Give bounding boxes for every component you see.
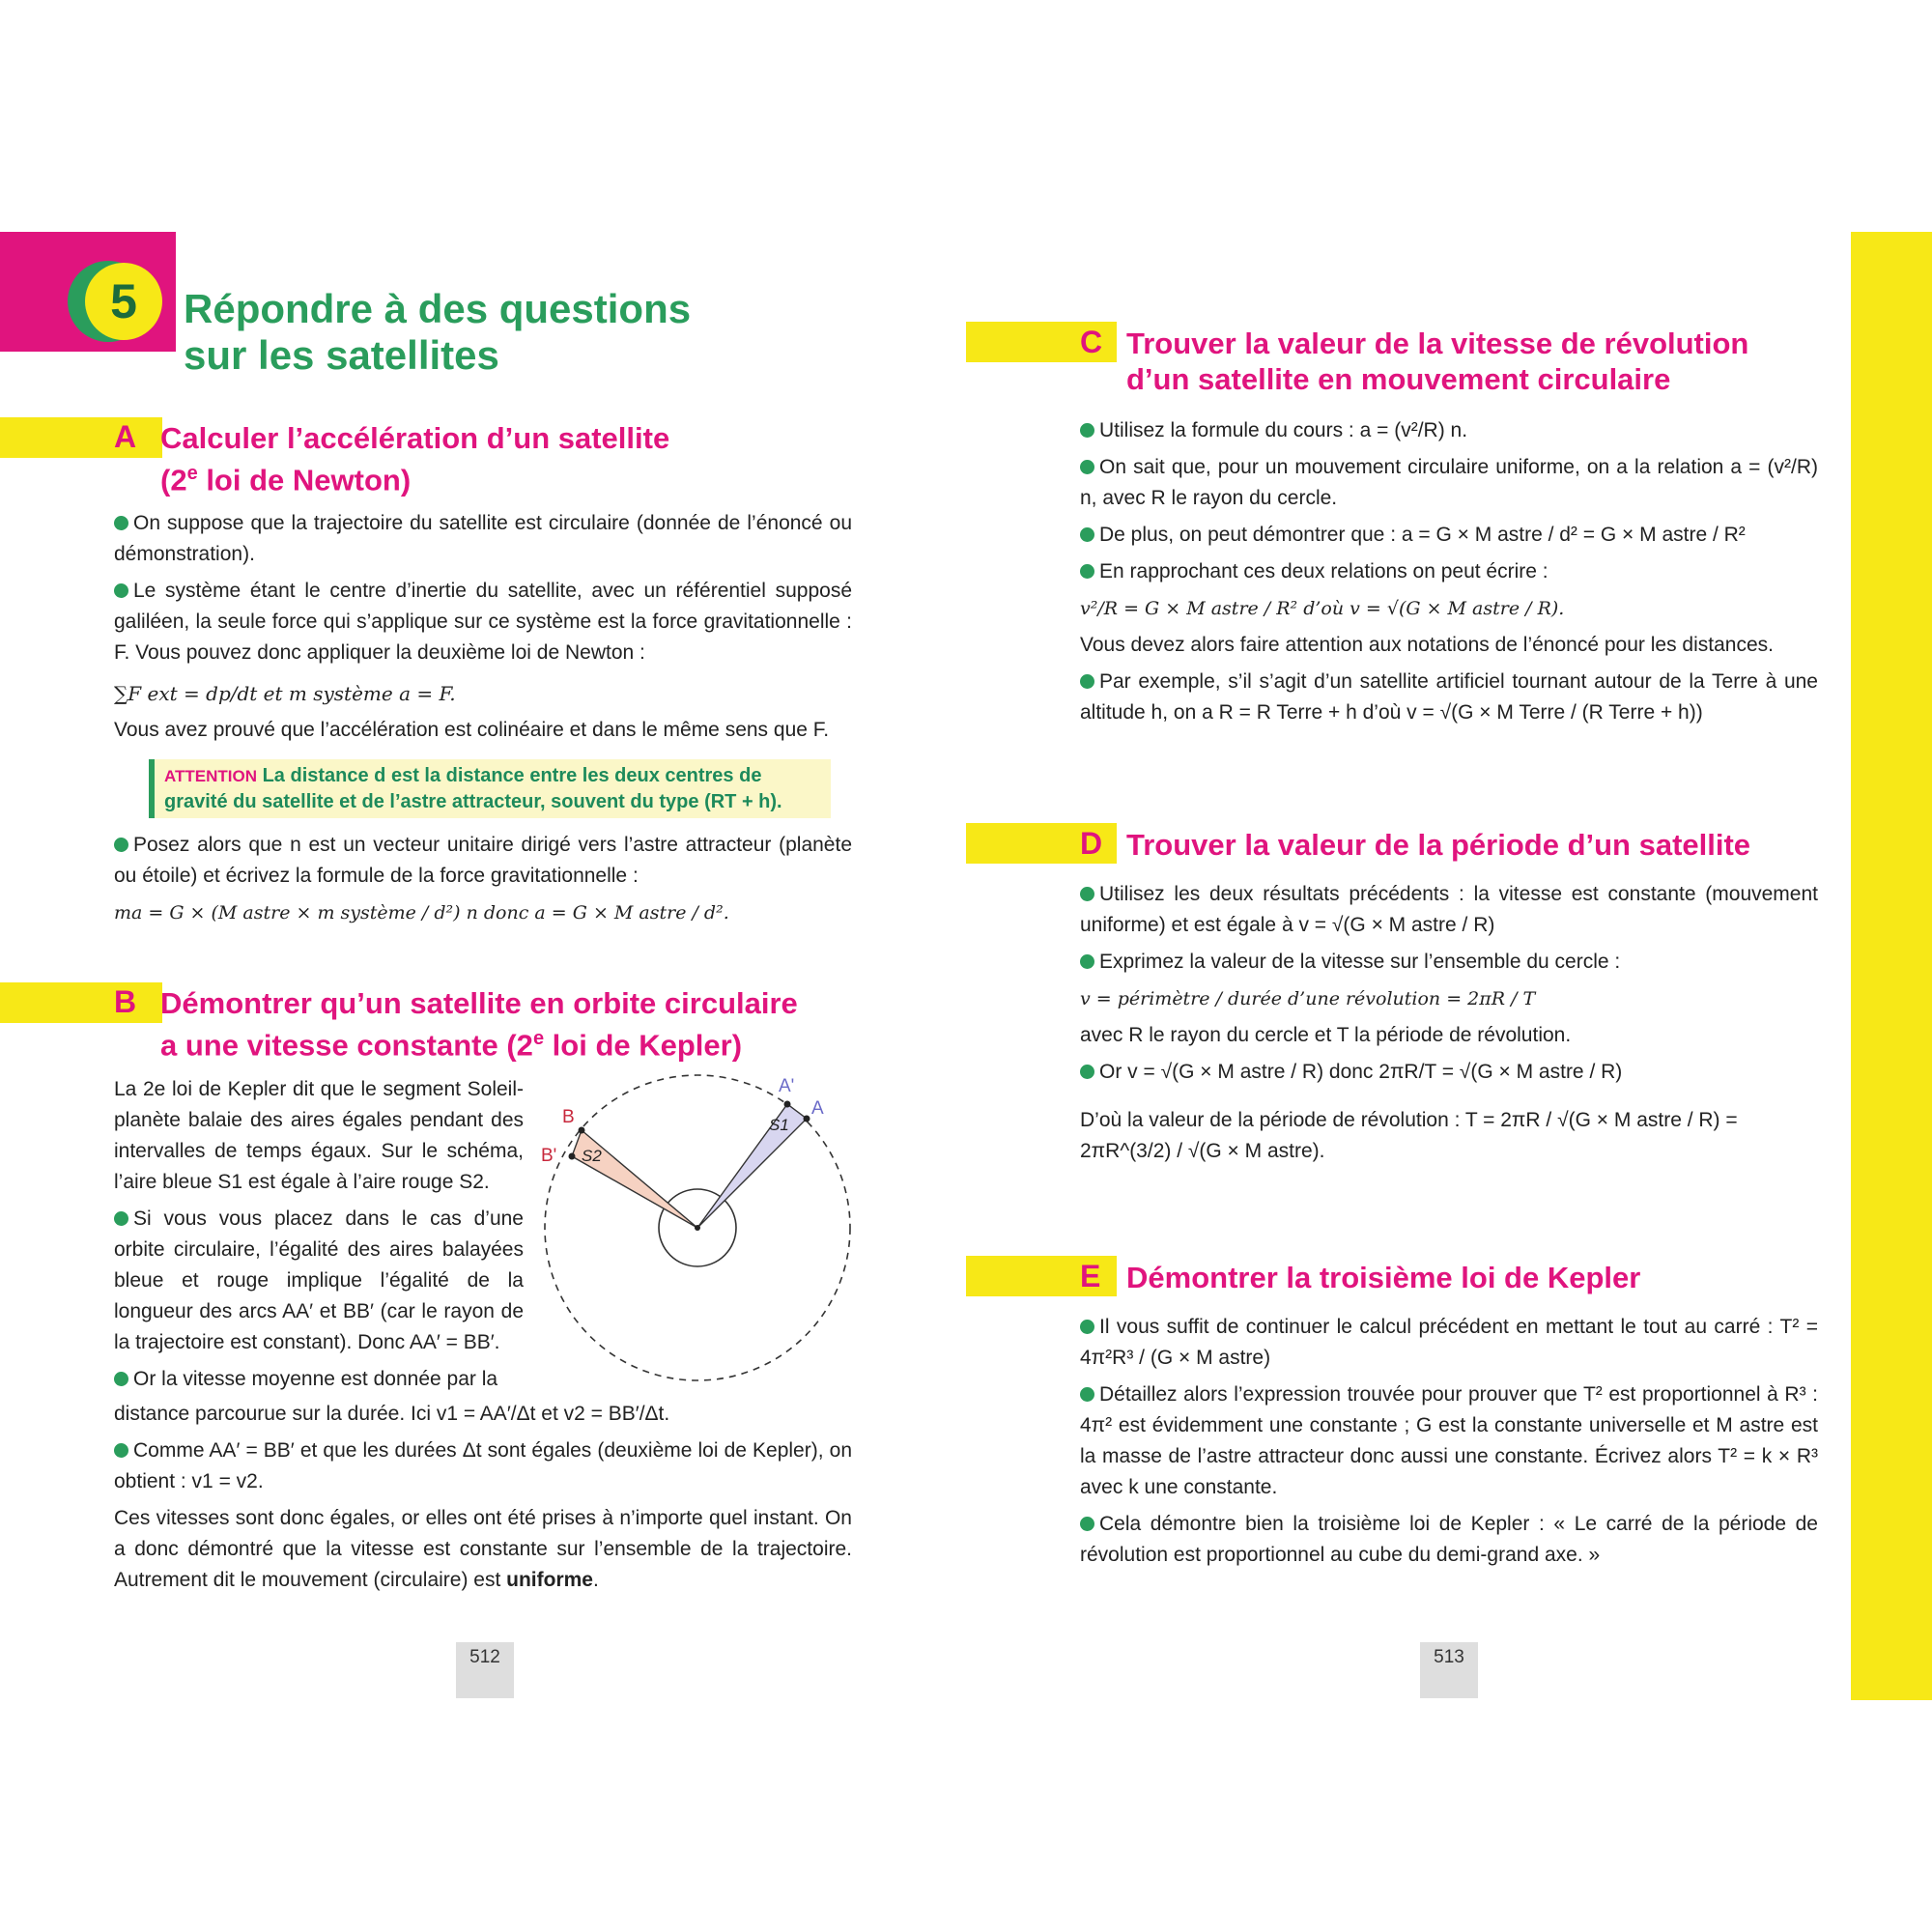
section-b-p2: Si vous vous placez dans le cas d’une orbite circulaire, l’égalité des aires balayées bleue et rouge implique l’égalité de la longueur des arcs AA′ et BB′ (car le rayon de la trajectoire est constant). Donc AA′ = BB′. (114, 1208, 524, 1353)
section-d-p4: Or v = √(G × M astre / R) donc 2πR/T = √(G × M astre / R) (1080, 1057, 1818, 1088)
section-a-p1: On suppose que la trajectoire du satellite est circulaire (donnée de l’énoncé ou démonstration). (114, 512, 852, 565)
section-a-title-line1: Calculer l’accélération d’un satellite (160, 421, 670, 455)
section-b-body-left (114, 1074, 524, 1401)
section-b-p3a: Or la vitesse moyenne est donnée par la (114, 1364, 524, 1395)
attention-note (149, 759, 831, 818)
point-b-prime (569, 1153, 576, 1160)
section-b-title-line1: Démontrer qu’un satellite en orbite circulaire (160, 986, 798, 1020)
label-s2: S2 (582, 1147, 602, 1165)
section-a-body (114, 508, 852, 934)
section-e-title: Démontrer la troisième loi de Kepler (1126, 1261, 1641, 1294)
bullet-dot (1080, 423, 1094, 438)
section-c-p5: Vous devez alors faire attention aux notations de l’énoncé pour les distances. (1080, 634, 1774, 656)
section-d-title: Trouver la valeur de la période d’un satellite (1126, 828, 1751, 862)
uniforme-bold: uniforme (506, 1569, 593, 1591)
point-a-prime (784, 1101, 791, 1108)
bullet-dot (1080, 674, 1094, 689)
section-c-p2: On sait que, pour un mouvement circulaire uniforme, on a la relation a = (v²/R) n, avec R le rayon du cercle. (1080, 456, 1818, 509)
section-a-eq2: ma = G × (M astre × m système / d²) n donc a = G × M astre / d². (114, 902, 729, 923)
bullet-dot (1080, 1387, 1094, 1402)
section-a-title-line2: (2e loi de Newton) (160, 463, 412, 497)
bullet-dot (1080, 527, 1094, 542)
section-c-p1: Utilisez la formule du cours : a = (v²/R) n. (1080, 415, 1818, 446)
section-e-p2: Détaillez alors l’expression trouvée pour prouver que T² est proportionnel à R³ : 4π² est évidemment une constante ; G est la constante universelle et M astre est la masse de l’astre attracteur donc aussi une constante. Écrivez alors T² = k × R³ avec k une constante. (1080, 1383, 1818, 1498)
bullet-dot (1080, 954, 1094, 969)
bullet-dot (114, 1443, 128, 1458)
section-a-p3: Vous avez prouvé que l’accélération est colinéaire et dans le même sens que F. (114, 719, 830, 741)
section-d-eq1: v = périmètre / durée d’une révolution = 2πR / T (1080, 988, 1536, 1009)
section-d-letter: D (1080, 826, 1103, 861)
section-d-p5: D’où la valeur de la période de révolution : T = 2πR / √(G × M astre / R) = 2πR^(3/2) / √(G × M astre). (1080, 1109, 1738, 1162)
section-c-letter: C (1080, 325, 1103, 359)
section-e-body (1080, 1312, 1818, 1577)
bullet-dot (114, 838, 128, 852)
section-b-letter: B (114, 984, 137, 1019)
section-c-title-line2: d’un satellite en mouvement circulaire (1126, 362, 1671, 396)
section-b-p1: La 2e loi de Kepler dit que le segment Soleil-planète balaie des aires égales pendant des intervalles de temps égaux. Sur le schéma, l’aire bleue S1 est égale à l’aire rouge S2. (114, 1078, 524, 1193)
area-s1-blue (697, 1104, 807, 1228)
bullet-dot (1080, 1065, 1094, 1079)
label-s1: S1 (769, 1116, 789, 1134)
chapter-title-line1: Répondre à des questions (184, 286, 692, 331)
kepler-diagram (533, 1070, 862, 1399)
attention-text: La distance d est la distance entre les deux centres de gravité du satellite et de l’astre attracteur, souvent du type (RT + h). (164, 765, 782, 812)
section-c-title (1126, 326, 1748, 397)
point-a (804, 1116, 810, 1122)
section-d-p2: Exprimez la valeur de la vitesse sur l’ensemble du cercle : (1080, 947, 1818, 978)
section-c-p6: Par exemple, s’il s’agit d’un satellite artificiel tournant autour de la Terre à une altitude h, on a R = R Terre + h d’où v = √(G × M Terre / (R Terre + h)) (1080, 670, 1818, 724)
bullet-dot (1080, 1517, 1094, 1531)
bullet-dot (1080, 564, 1094, 579)
label-b: B (562, 1107, 575, 1127)
section-b-p4: Comme AA′ = BB′ et que les durées Δt sont égales (deuxième loi de Kepler), on obtient : v1 = v2. (114, 1439, 852, 1492)
section-c-body (1080, 415, 1818, 734)
section-a-bar (0, 417, 162, 458)
section-e-p1: Il vous suffit de continuer le calcul précédent en mettant le tout au carré : T² = 4π²R³ / (G × M astre) (1080, 1316, 1818, 1369)
point-b (579, 1127, 585, 1134)
bullet-dot (1080, 1320, 1094, 1334)
label-a-prime: A' (779, 1076, 795, 1096)
chapter-badge (68, 261, 174, 357)
section-a-p4: Posez alors que n est un vecteur unitaire dirigé vers l’astre attracteur (planète ou étoile) et écrivez la formule de la force gravitationnelle : (114, 834, 852, 887)
right-yellow-margin (1851, 232, 1932, 1700)
attention-label: ATTENTION (164, 767, 258, 785)
section-d-p3: avec R le rayon du cercle et T la période de révolution. (1080, 1024, 1572, 1046)
chapter-title (184, 286, 691, 379)
section-b-title-line2: a une vitesse constante (2e loi de Kepler) (160, 1028, 743, 1063)
bullet-dot (1080, 460, 1094, 474)
section-b-p5: Ces vitesses sont donc égales, or elles ont été prises à n’importe quel instant. On a donc démontré que la vitesse est constante sur l’ensemble de la trajectoire. Autrement dit le mouvement (circulaire) est uniforme. (114, 1507, 852, 1591)
section-e-letter: E (1080, 1259, 1101, 1293)
section-b-body-bottom (114, 1399, 852, 1602)
section-d-body (1080, 879, 1818, 1173)
section-d-p1: Utilisez les deux résultats précédents : la vitesse est constante (mouvement uniforme) et est égale à v = √(G × M astre / R) (1080, 883, 1818, 936)
center-point (695, 1225, 700, 1231)
section-a-title (160, 420, 669, 497)
bullet-dot (114, 1372, 128, 1386)
page-number-left: 512 (456, 1642, 514, 1698)
section-c-p4: En rapprochant ces deux relations on peut écrire : (1080, 556, 1818, 587)
section-b-bar (0, 982, 162, 1023)
section-a-letter: A (114, 419, 137, 454)
section-c-eq1: v²/R = G × M astre / R² d’où v = √(G × M astre / R). (1080, 598, 1565, 619)
section-a-p2: Le système étant le centre d’inertie du satellite, avec un référentiel supposé galiléen, la seule force qui s’applique sur ce système est la force gravitationnelle : F. Vous pouvez donc appliquer la deuxième loi de Newton : (114, 580, 852, 664)
chapter-number: 5 (110, 274, 137, 328)
page-number-right: 513 (1420, 1642, 1478, 1698)
section-c-title-line1: Trouver la valeur de la vitesse de révolution (1126, 327, 1749, 360)
chapter-title-line2: sur les satellites (184, 332, 499, 378)
bullet-dot (114, 516, 128, 530)
bullet-dot (1080, 887, 1094, 901)
area-s2-red (572, 1130, 697, 1228)
section-a-eq1: ∑F ext = dp/dt et m système a = F. (114, 682, 456, 705)
bullet-dot (114, 583, 128, 598)
section-c-p3: De plus, on peut démontrer que : a = G × M astre / d² = G × M astre / R² (1080, 520, 1818, 551)
bullet-dot (114, 1211, 128, 1226)
section-b-p3b: distance parcourue sur la durée. Ici v1 = AA′/Δt et v2 = BB′/Δt. (114, 1403, 670, 1425)
section-e-p3: Cela démontre bien la troisième loi de Kepler : « Le carré de la période de révolution est proportionnel au cube du demi-grand axe. » (1080, 1513, 1818, 1566)
section-b-title (160, 985, 798, 1063)
label-a: A (811, 1098, 824, 1119)
label-b-prime: B' (541, 1146, 557, 1166)
